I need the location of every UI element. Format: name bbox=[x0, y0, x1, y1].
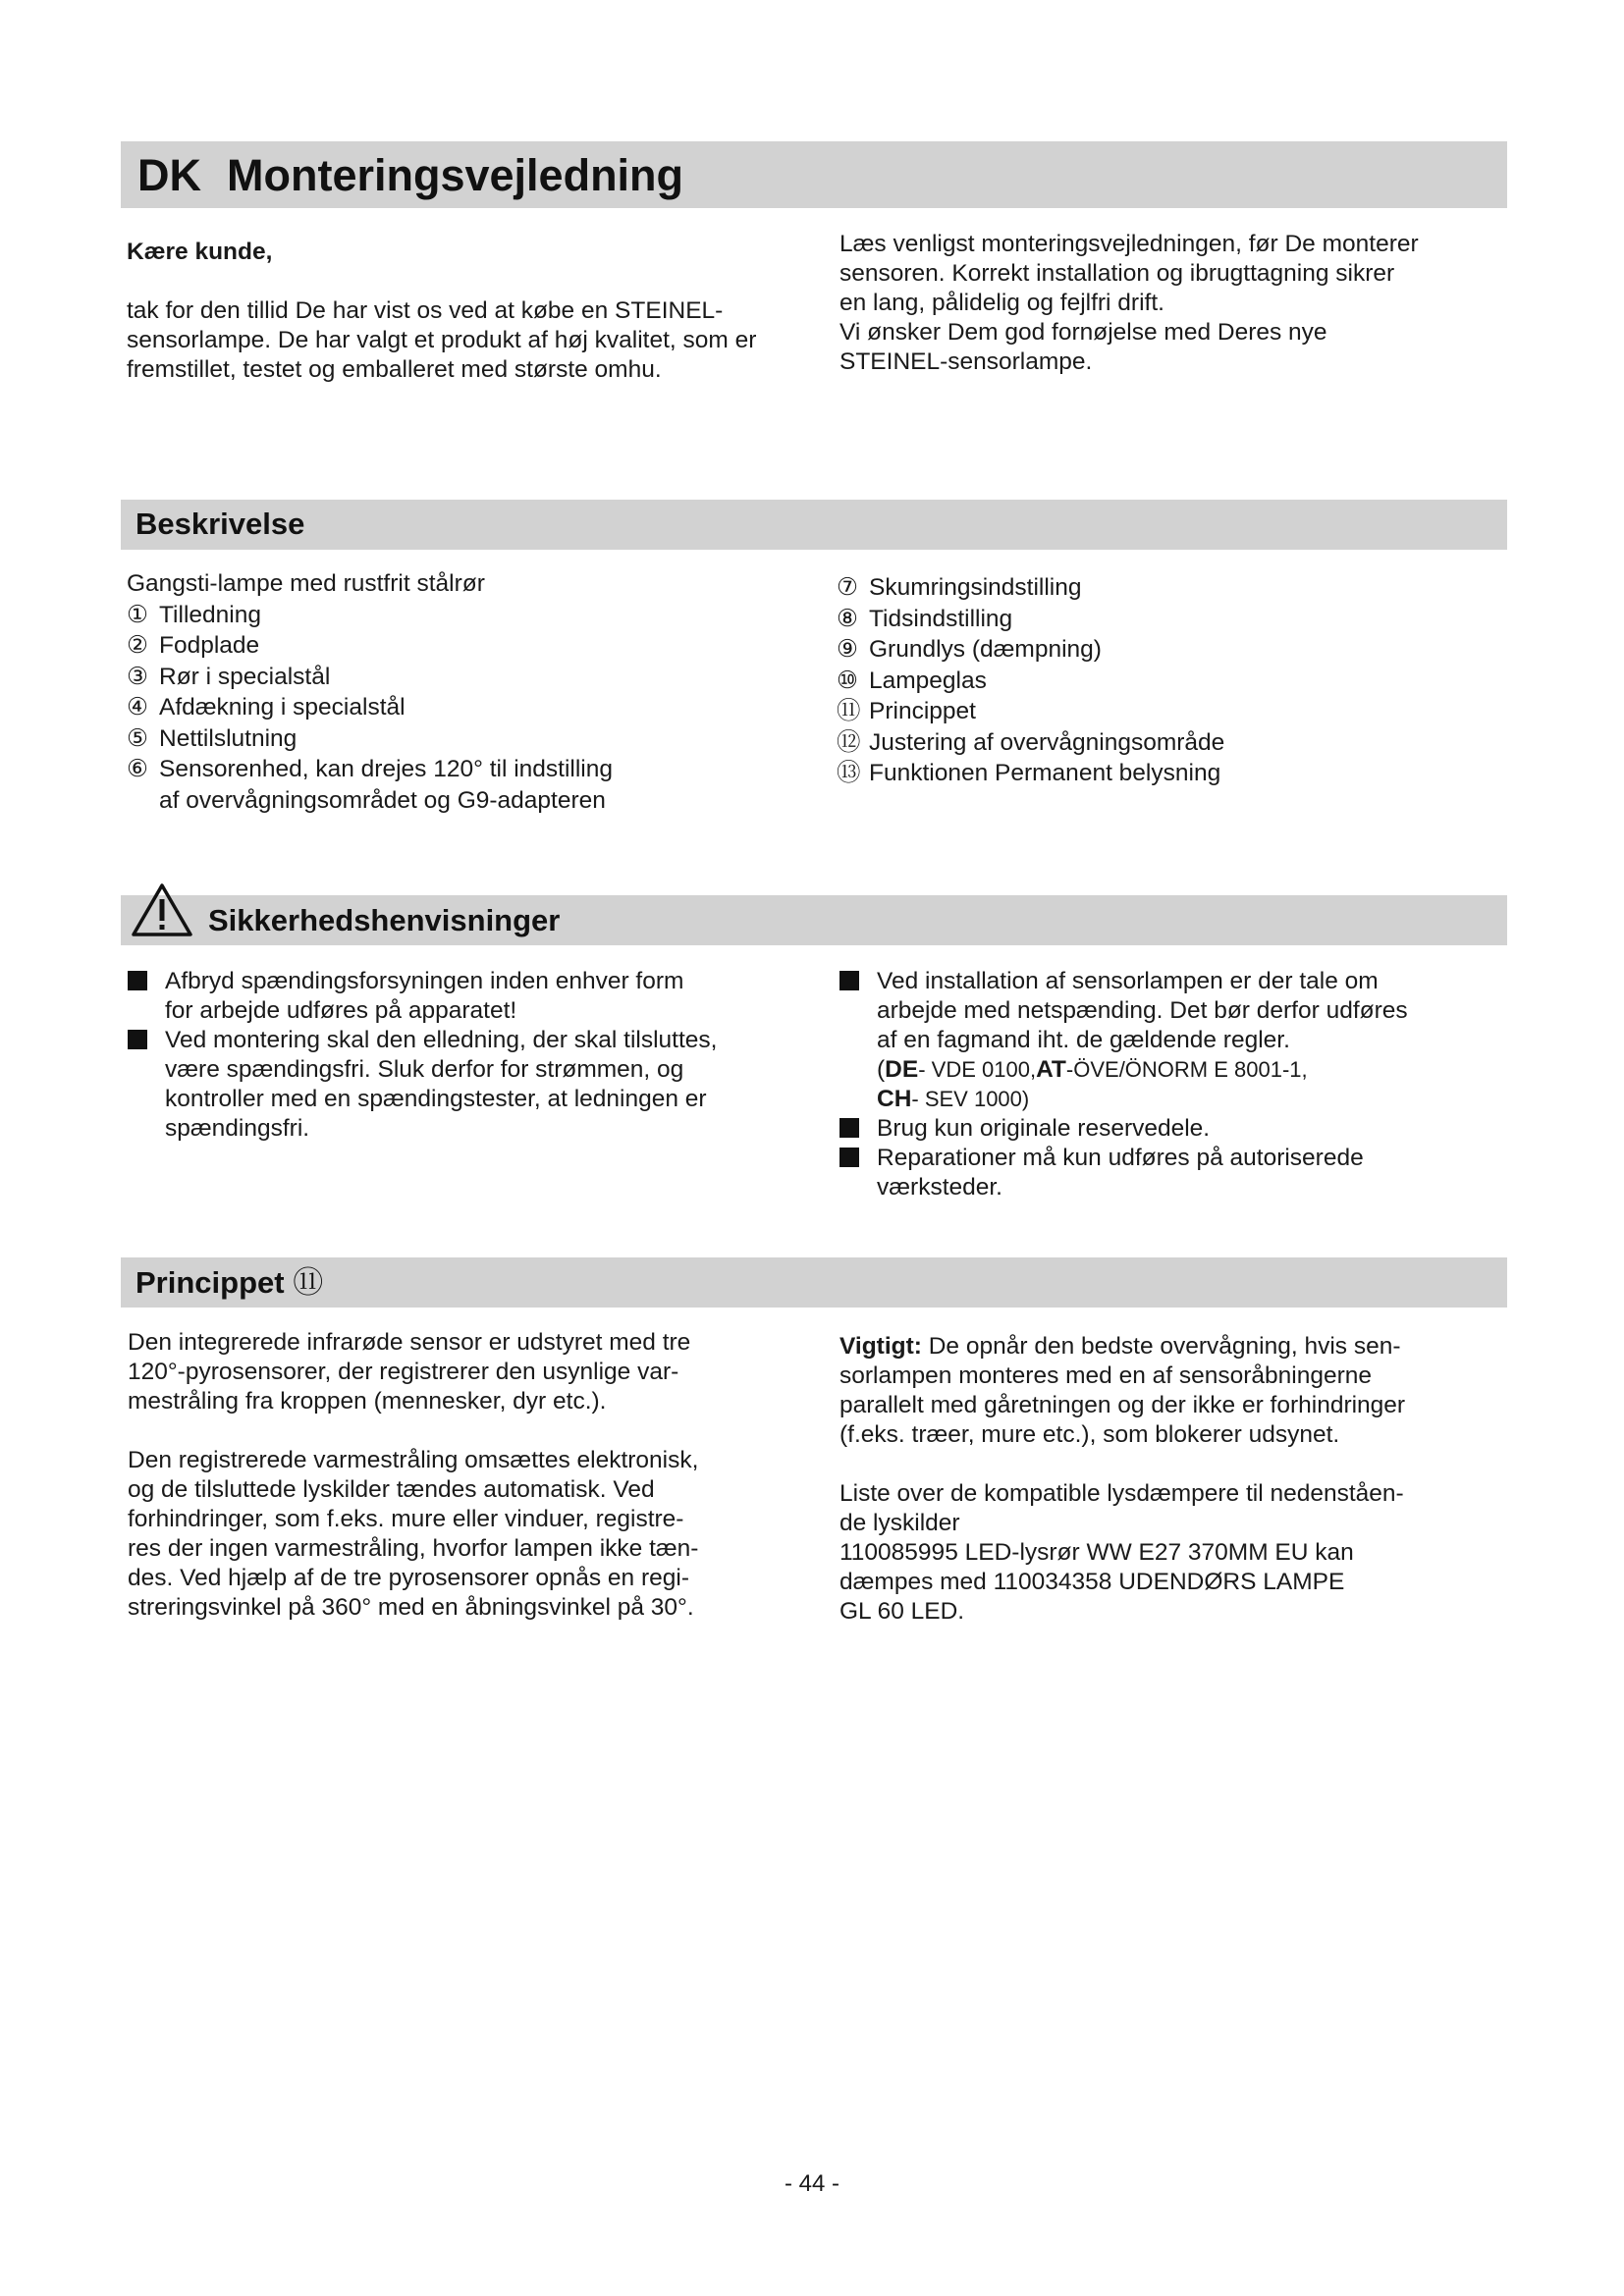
part-item bbox=[837, 696, 1504, 727]
part-number: ⑧ bbox=[837, 605, 858, 632]
norm-code-de: DE bbox=[885, 1056, 919, 1083]
part-label: Fodplade bbox=[159, 632, 260, 659]
bullet-square-icon bbox=[839, 971, 859, 990]
part-number: ⑩ bbox=[837, 667, 858, 694]
part-item bbox=[837, 604, 1504, 635]
bullet-square-icon bbox=[128, 971, 147, 990]
beskrivelse-left bbox=[127, 568, 814, 816]
norm-line bbox=[877, 1085, 1408, 1114]
bullet-line: Ved installation af sensorlampen er der tale om bbox=[877, 968, 1379, 994]
norm-code-ch: CH bbox=[877, 1086, 912, 1112]
norm-code-at: AT bbox=[1036, 1056, 1066, 1083]
beskrivelse-right bbox=[837, 572, 1504, 789]
bullet-line: værksteder. bbox=[877, 1174, 1002, 1201]
intro-right-line: STEINEL-sensorlampe. bbox=[839, 348, 1093, 375]
paragraph-line: GL 60 LED. bbox=[839, 1598, 965, 1625]
bullet-line: Reparationer må kun udføres på autoriserede bbox=[877, 1145, 1364, 1171]
part-item bbox=[127, 630, 814, 662]
bullet-square-icon bbox=[839, 1118, 859, 1138]
title-text: Monteringsvejledning bbox=[227, 150, 684, 200]
princippet-title bbox=[135, 1260, 323, 1306]
part-label: Lampeglas bbox=[869, 667, 987, 694]
intro-text: tak for den tillid De har vist os ved at købe en STEINEL-sensorlampe. De har valgt et produkt af høj kvalitet, som er fremstillet, testet og emballeret med største omhu. bbox=[127, 297, 757, 383]
part-label: Skumringsindstilling bbox=[869, 574, 1082, 601]
bullet-square-icon bbox=[128, 1030, 147, 1049]
part-number: ⑤ bbox=[127, 724, 148, 752]
bullet-line: af en fagmand iht. de gældende regler. bbox=[877, 1027, 1290, 1053]
intro-left bbox=[127, 238, 804, 385]
greeting: Kære kunde, bbox=[127, 239, 273, 265]
part-label: Nettilslutning bbox=[159, 724, 298, 752]
paragraph-line: forhindringer, som f.eks. mure eller vinduer, registre- bbox=[128, 1506, 684, 1532]
warning-triangle-icon bbox=[131, 882, 193, 937]
part-label: Afdækning i specialstål bbox=[159, 694, 406, 721]
vigtigt-label: Vigtigt: bbox=[839, 1333, 922, 1360]
part-label: Grundlys (dæmpning) bbox=[869, 636, 1102, 663]
vigtigt-text: De opnår den bedste overvågning, hvis sen- bbox=[921, 1333, 1401, 1360]
beskrivelse-title: Beskrivelse bbox=[135, 507, 305, 541]
part-label: Sensorenhed, kan drejes 120° til indstilling bbox=[159, 756, 613, 782]
part-item bbox=[127, 662, 814, 693]
part-label: Justering af overvågningsområde bbox=[869, 728, 1225, 756]
part-number: ⑬ bbox=[837, 760, 861, 786]
intro-right bbox=[839, 230, 1517, 377]
intro-right-line: sensoren. Korrekt installation og ibrugttagning sikrer bbox=[839, 260, 1395, 287]
part-number: ② bbox=[127, 632, 148, 659]
part-number: ⑪ bbox=[837, 698, 861, 724]
safety-bullet bbox=[839, 1144, 1517, 1202]
paragraph-line: dæmpes med 110034358 UDENDØRS LAMPE bbox=[839, 1569, 1345, 1595]
paragraph-line: streringsvinkel på 360° med en åbningsvinkel på 30°. bbox=[128, 1594, 694, 1621]
part-item bbox=[127, 754, 814, 785]
paragraph-line: des. Ved hjælp af de tre pyrosensorer opnås en regi- bbox=[128, 1565, 690, 1591]
norm-text-at: -ÖVE/ÖNORM E 8001-1, bbox=[1065, 1057, 1308, 1082]
paragraph-line: sorlampen monteres med en af sensoråbningerne bbox=[839, 1362, 1373, 1389]
paragraph-line: de lyskilder bbox=[839, 1510, 960, 1536]
princippet-right bbox=[839, 1332, 1517, 1627]
part-item bbox=[837, 727, 1504, 759]
bullet-line: arbejde med netspænding. Det bør derfor udføres bbox=[877, 997, 1408, 1024]
paragraph-line bbox=[839, 1332, 1517, 1362]
safety-bullet bbox=[128, 1026, 815, 1144]
part-label: Tidsindstilling bbox=[869, 605, 1013, 632]
part-label: Princippet bbox=[869, 698, 976, 724]
paragraph-line: (f.eks. træer, mure etc.), som blokerer udsynet. bbox=[839, 1421, 1340, 1448]
bullet-line: Ved montering skal den elledning, der skal tilsluttes, bbox=[165, 1027, 718, 1053]
part-item bbox=[127, 692, 814, 723]
intro-right-line: Læs venligst monteringsvejledningen, før De monterer bbox=[839, 231, 1419, 257]
part-number: ① bbox=[127, 601, 148, 628]
norm-line: (DE- VDE 0100,AT-ÖVE/ÖNORM E 8001-1, bbox=[877, 1056, 1308, 1083]
paragraph-line: 110085995 LED-lysrør WW E27 370MM EU kan bbox=[839, 1539, 1354, 1566]
sikkerhed-title: Sikkerhedshenvisninger bbox=[208, 903, 561, 937]
part-number: ⑥ bbox=[127, 756, 148, 782]
bullet-line: Afbryd spændingsforsyningen inden enhver form bbox=[165, 968, 684, 994]
intro-right-line: en lang, pålidelig og fejlfri drift. bbox=[839, 290, 1164, 316]
part-item bbox=[837, 572, 1504, 604]
sikkerhed-left bbox=[128, 967, 815, 1144]
paragraph-line: parallelt med gåretningen og der ikke er forhindringer bbox=[839, 1392, 1406, 1418]
part-number: ③ bbox=[127, 663, 148, 690]
beskrivelse-intro: Gangsti-lampe med rustfrit stålrør bbox=[127, 570, 485, 597]
part-label-continuation: af overvågningsområdet og G9-adapteren bbox=[159, 786, 606, 814]
paragraph-line: og de tilsluttede lyskilder tændes automatisk. Ved bbox=[128, 1476, 655, 1503]
part-number: ⑦ bbox=[837, 574, 858, 601]
bullet-line: for arbejde udføres på apparatet! bbox=[165, 997, 517, 1024]
bullet-line: spændingsfri. bbox=[165, 1115, 310, 1142]
part-label: Funktionen Permanent belysning bbox=[869, 760, 1221, 786]
princippet-left bbox=[128, 1328, 815, 1623]
part-number: ⑫ bbox=[837, 728, 861, 756]
princippet-band bbox=[121, 1257, 1507, 1308]
part-item bbox=[837, 666, 1504, 697]
part-item bbox=[837, 758, 1504, 789]
paragraph-line: 120°-pyrosensorer, der registrerer den usynlige var- bbox=[128, 1359, 679, 1385]
language-code: DK bbox=[137, 150, 201, 200]
paragraph-line: res der ingen varmestråling, hvorfor lampen ikke tæn- bbox=[128, 1535, 699, 1562]
part-item bbox=[127, 723, 814, 755]
safety-bullet bbox=[839, 1114, 1517, 1144]
part-item bbox=[127, 600, 814, 631]
bullet-square-icon bbox=[839, 1148, 859, 1167]
part-number: ④ bbox=[127, 694, 148, 721]
norm-text-ch: - SEV 1000) bbox=[911, 1087, 1030, 1111]
safety-bullet bbox=[128, 967, 815, 1026]
bullet-line: kontroller med en spændingstester, at ledningen er bbox=[165, 1086, 707, 1112]
paragraph-line: Liste over de kompatible lysdæmpere til nedenståen- bbox=[839, 1480, 1404, 1507]
princippet-title-number: ⑪ bbox=[293, 1265, 324, 1300]
sikkerhed-right bbox=[839, 967, 1517, 1202]
bullet-line: være spændingsfri. Sluk derfor for strømmen, og bbox=[165, 1056, 684, 1083]
beskrivelse-band bbox=[121, 500, 1507, 550]
bullet-line: Brug kun originale reservedele. bbox=[877, 1115, 1211, 1142]
page-title bbox=[137, 147, 683, 204]
page-number: - 44 - bbox=[784, 2170, 839, 2197]
paragraph-line: Den registrerede varmestråling omsættes elektronisk, bbox=[128, 1447, 699, 1473]
norm-text-de: - VDE 0100, bbox=[918, 1057, 1037, 1082]
paragraph-line: mestråling fra kroppen (mennesker, dyr etc.). bbox=[128, 1388, 607, 1415]
part-label: Tilledning bbox=[159, 601, 261, 628]
part-number: ⑨ bbox=[837, 636, 858, 663]
part-item bbox=[837, 634, 1504, 666]
safety-bullet bbox=[839, 967, 1517, 1114]
paragraph-line: Den integrerede infrarøde sensor er udstyret med tre bbox=[128, 1329, 691, 1356]
intro-right-line: Vi ønsker Dem god fornøjelse med Deres nye bbox=[839, 319, 1327, 346]
princippet-title-text: Princippet bbox=[135, 1265, 285, 1300]
part-label: Rør i specialstål bbox=[159, 663, 331, 690]
